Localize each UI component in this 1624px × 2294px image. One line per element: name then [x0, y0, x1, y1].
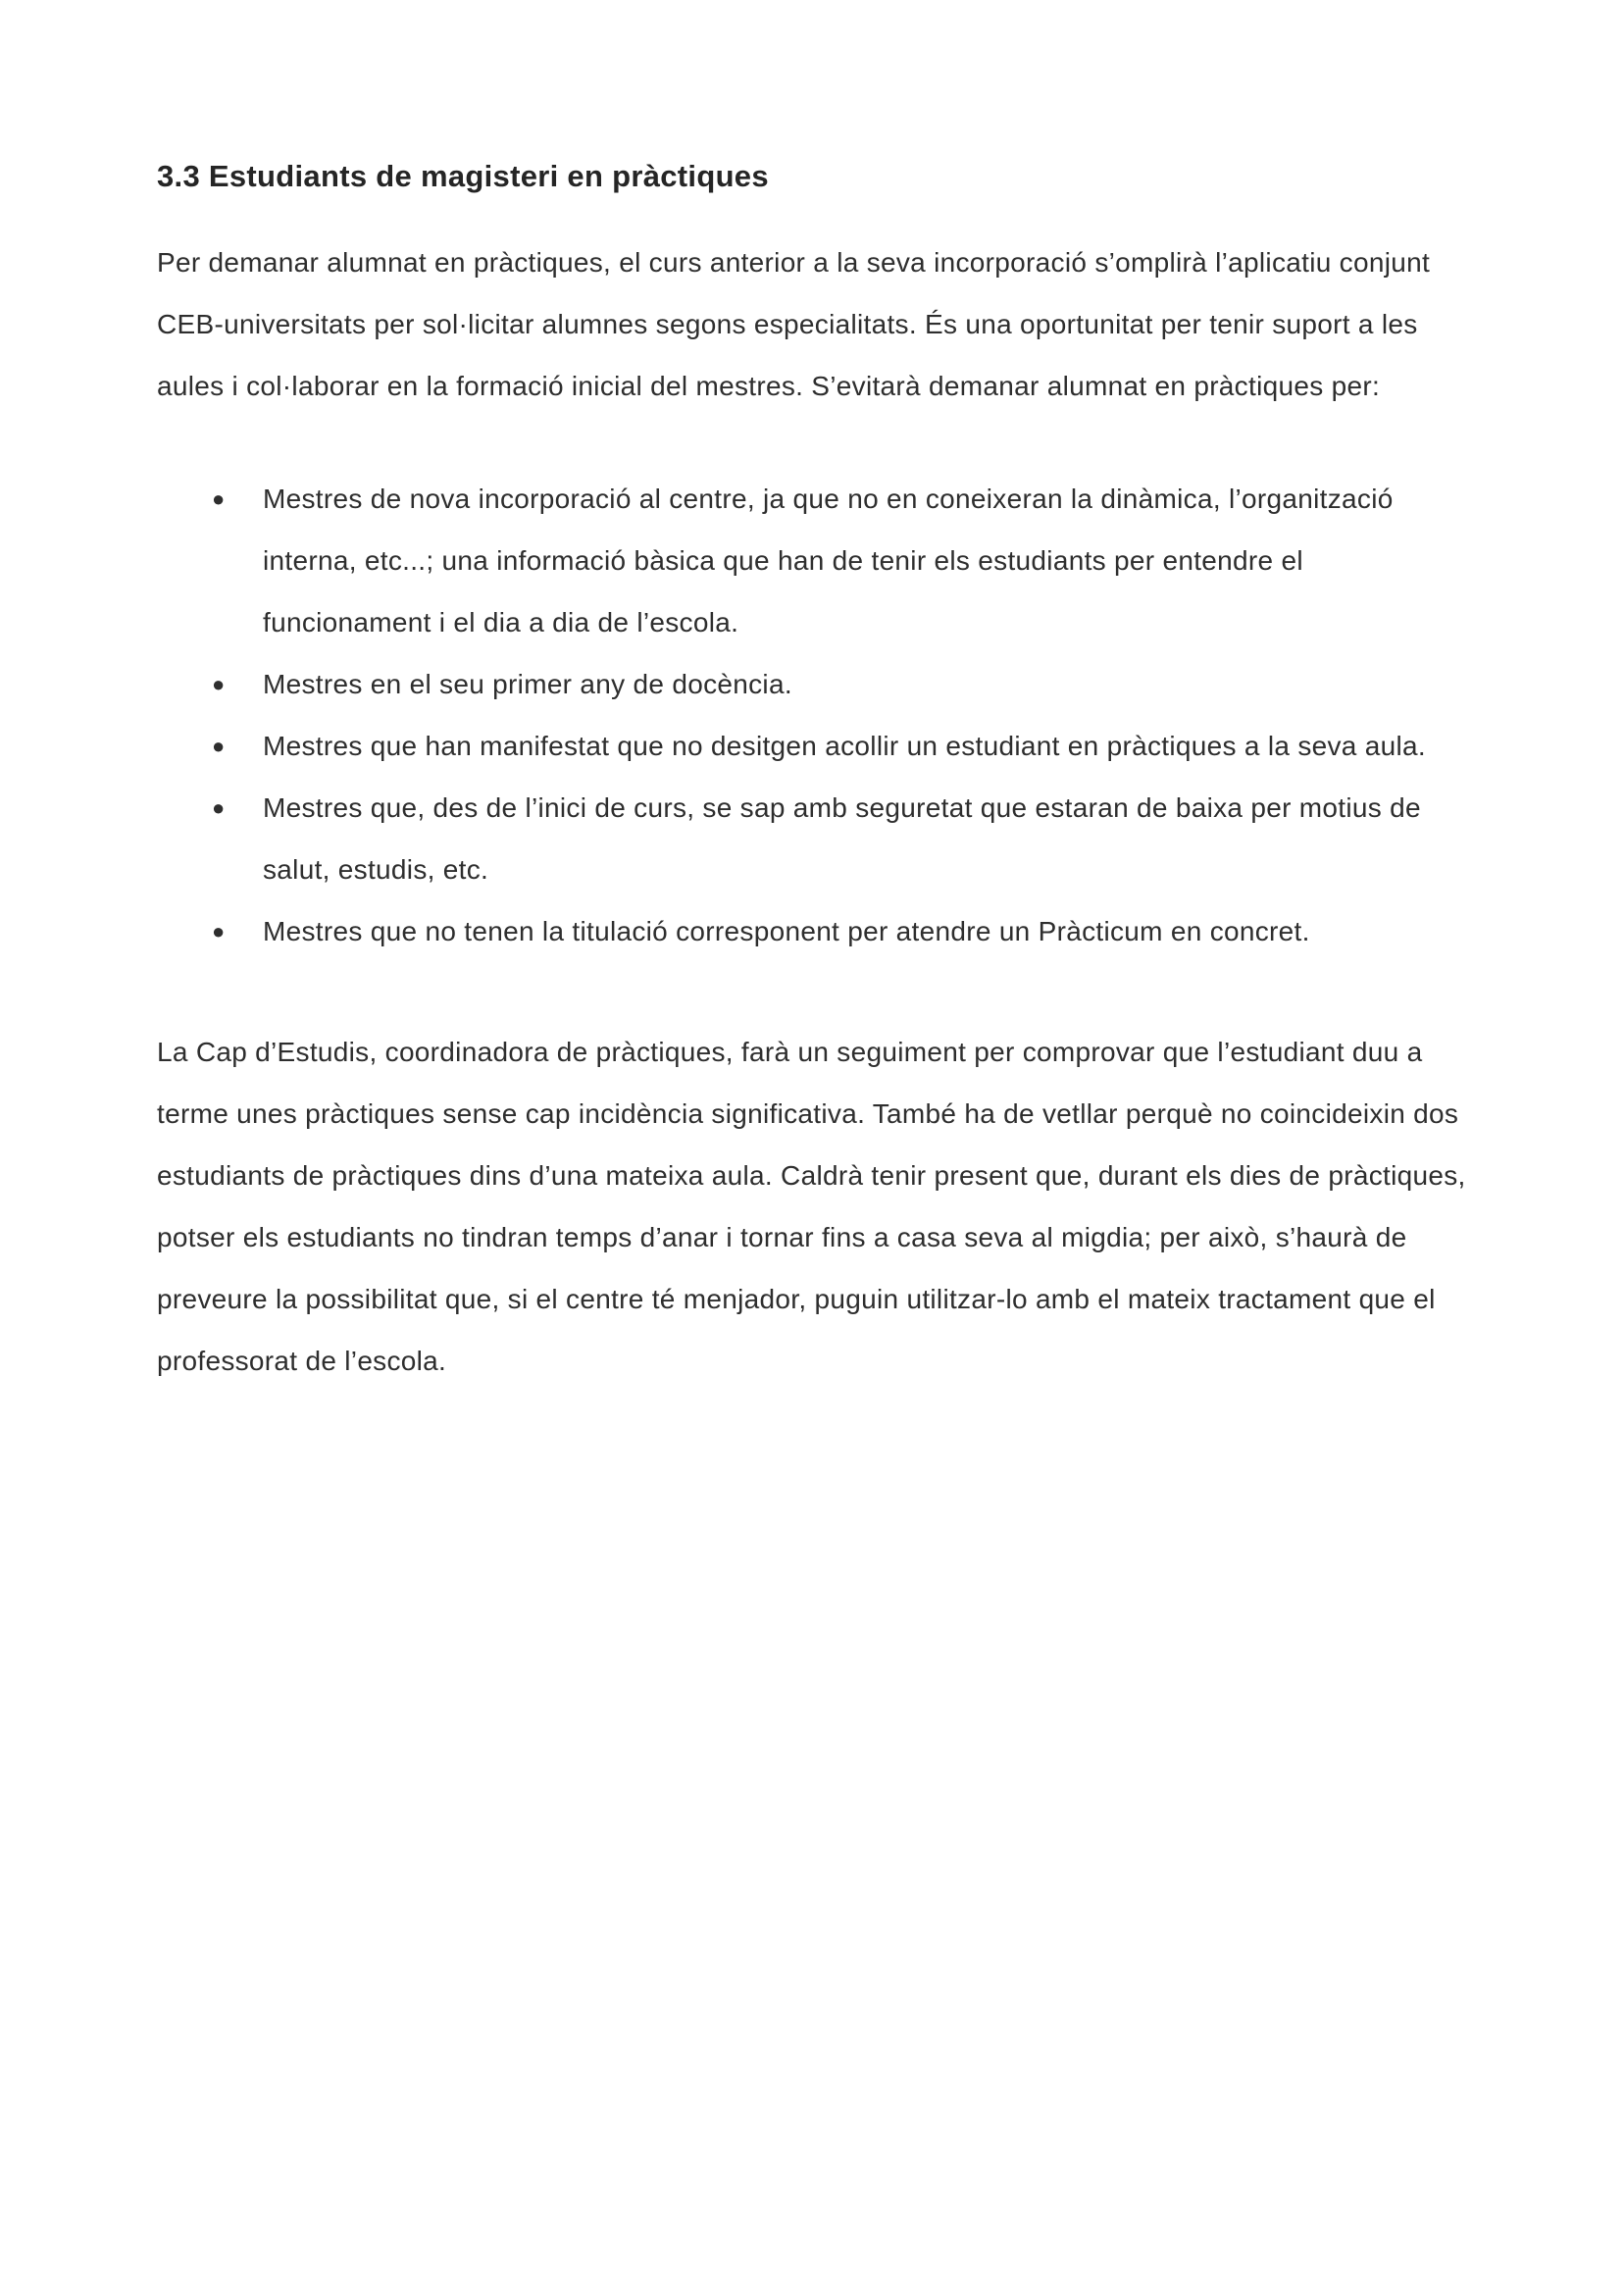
bullet-item — [212, 715, 1467, 777]
bullet-item — [212, 777, 1467, 900]
bullet-item-text: Mestres en el seu primer any de docència. — [263, 669, 792, 700]
intro-paragraph: Per demanar alumnat en pràctiques, el curs anterior a la seva incorporació s’omplirà l’aplicatiu conjunt CEB-universitats per sol·licitar alumnes segons especialitats. És una oportunitat per tenir suport a les aules i col·laborar en la formació inicial del mestres. S’evitarà demanar alumnat en pràctiques per: — [157, 247, 1431, 402]
bullet-item-text: Mestres que han manifestat que no desitgen acollir un estudiant en pràctiques a la seva aula. — [263, 731, 1426, 762]
bullet-list — [157, 468, 1467, 962]
closing-paragraph: La Cap d’Estudis, coordinadora de pràctiques, farà un seguiment per comprovar que l’estudiant duu a terme unes pràctiques sense cap incidència significativa. També ha de vetllar perquè no coincideixin dos estudiants de pràctiques dins d’una mateixa aula. Caldrà tenir present que, durant els dies de pràctiques, potser els estudiants no tindran temps d’anar i tornar fins a casa seva al migdia; per això, s’haurà de preveure la possibilitat que, si el centre té menjador, puguin utilitzar-lo amb el mateix tractament que el professorat de l’escola. — [157, 1037, 1466, 1377]
bullet-dot-icon: ● — [212, 486, 226, 512]
bullet-dot-icon: ● — [212, 672, 226, 697]
section-heading: 3.3 Estudiants de magisteri en pràctiques — [157, 159, 769, 193]
bullet-dot-icon: ● — [212, 795, 226, 821]
bullet-item-text: Mestres de nova incorporació al centre, ja que no en coneixeran la dinàmica, l’organització interna, etc...; una informació bàsica que han de tenir els estudiants per entendre el funcionament i el dia a dia de l’escola. — [263, 484, 1394, 638]
bullet-item — [212, 653, 1467, 715]
bullet-item-text: Mestres que, des de l’inici de curs, se sap amb seguretat que estaran de baixa per motius de salut, estudis, etc. — [263, 792, 1421, 886]
bullet-item — [212, 900, 1467, 962]
bullet-dot-icon: ● — [212, 734, 226, 759]
bullet-item-text: Mestres que no tenen la titulació corresponent per atendre un Pràcticum en concret. — [263, 916, 1310, 947]
bullet-dot-icon: ● — [212, 919, 226, 944]
bullet-item — [212, 468, 1467, 653]
